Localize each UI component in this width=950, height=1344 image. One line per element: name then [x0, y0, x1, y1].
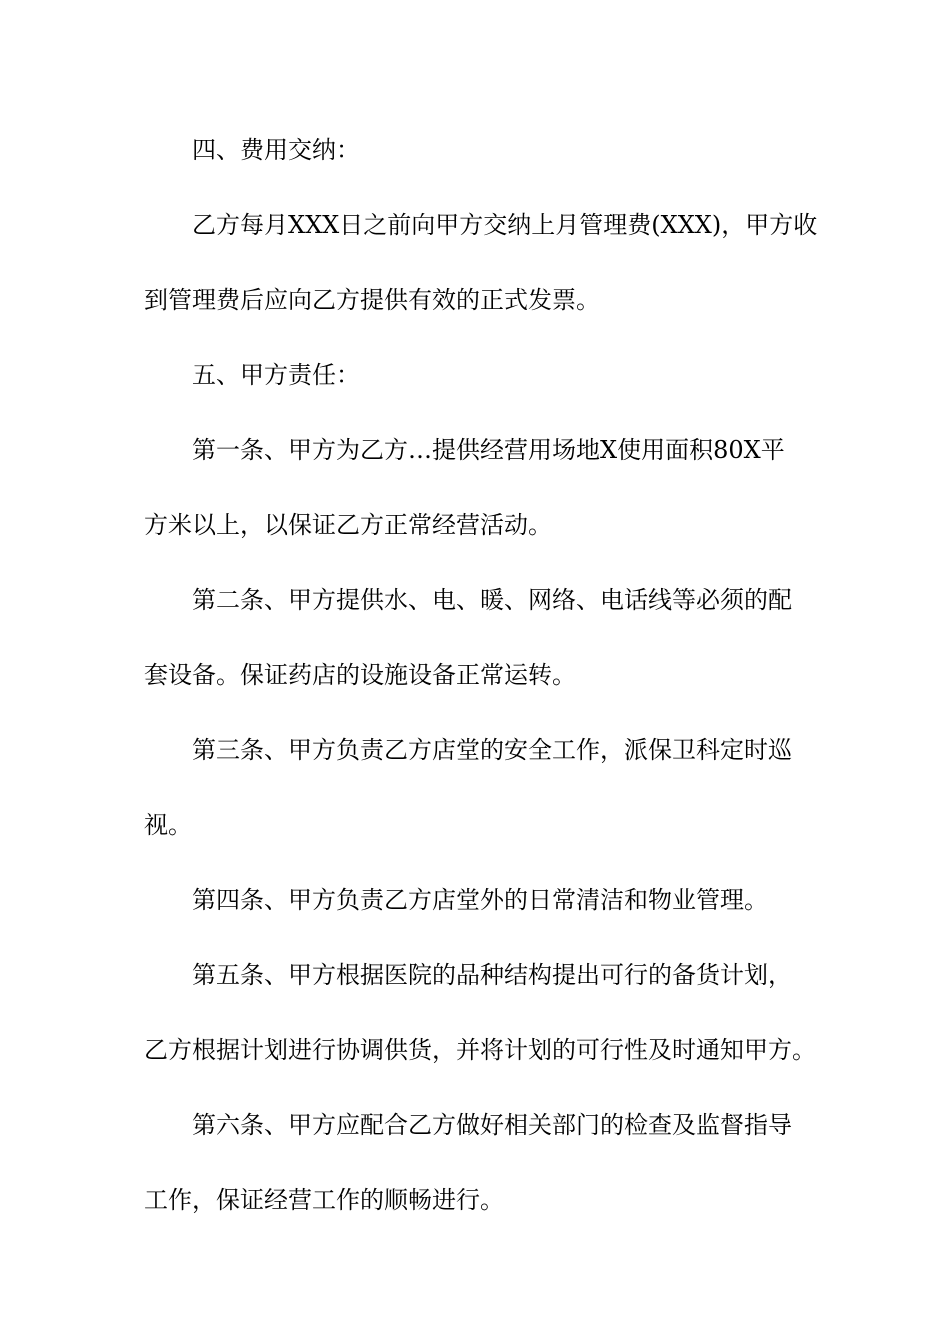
article-1-line: 第一条、甲方为乙方…提供经营用场地X使用面积80X平	[192, 436, 785, 464]
article-2-line: 第二条、甲方提供水、电、暖、网络、电话线等必须的配	[192, 586, 792, 614]
section-heading-party-a-duties: 五、甲方责任：	[192, 361, 360, 389]
article-3-line: 第三条、甲方负责乙方店堂的安全工作，派保卫科定时巡	[192, 736, 792, 764]
article-1-line: 方米以上，以保证乙方正常经营活动。	[144, 511, 552, 539]
section-heading-fee-payment: 四、费用交纳：	[192, 136, 360, 164]
article-3-line: 视。	[144, 811, 192, 839]
article-4-line: 第四条、甲方负责乙方店堂外的日常清洁和物业管理。	[192, 886, 768, 914]
article-2-line: 套设备。保证药店的设施设备正常运转。	[144, 661, 576, 689]
paragraph-line: 到管理费后应向乙方提供有效的正式发票。	[144, 286, 600, 314]
article-5-line: 第五条、甲方根据医院的品种结构提出可行的备货计划，	[192, 961, 792, 989]
article-6-line: 第六条、甲方应配合乙方做好相关部门的检查及监督指导	[192, 1111, 792, 1139]
article-6-line: 工作，保证经营工作的顺畅进行。	[144, 1186, 504, 1214]
paragraph-line: 乙方每月XXX日之前向甲方交纳上月管理费(XXX)，甲方收	[192, 211, 818, 239]
article-5-line: 乙方根据计划进行协调供货，并将计划的可行性及时通知甲方。	[144, 1036, 816, 1064]
